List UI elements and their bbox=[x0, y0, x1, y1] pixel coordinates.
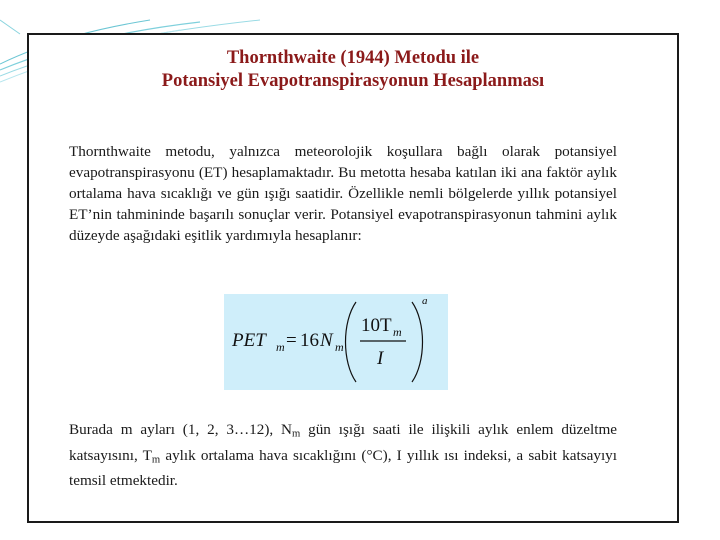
formula-numerator-sub: m bbox=[393, 325, 402, 339]
title-line-2: Potansiyel Evapotranspirasyonun Hesaplanması bbox=[161, 71, 545, 91]
formula-coefficient: 16 bbox=[300, 330, 319, 351]
definitions-part-2: gün ışığı saati ile ilişkili aylık enlem düzeltme katsayısını, T bbox=[69, 421, 618, 464]
slide-image-frame bbox=[27, 33, 679, 523]
formula-n-sub: m bbox=[335, 340, 344, 354]
formula-equals: = bbox=[286, 330, 297, 351]
formula-numerator: 10T bbox=[361, 315, 392, 336]
formula-lhs-sub: m bbox=[276, 340, 285, 354]
definitions-part-3: aylık ortalama hava sıcaklığını (°C), I yıllık ısı indeksi, a sabit katsayıyı temsil etmektedir. bbox=[69, 446, 617, 490]
formula-box bbox=[224, 294, 448, 390]
formula-denominator: I bbox=[377, 348, 384, 369]
title-line-1: Thornthwaite (1944) Metodu ile bbox=[226, 48, 480, 68]
intro-paragraph: Thornthwaite metodu, yalnızca meteorolojik koşullara bağlı olarak potansiyel evapotranspirasyonu (ET) hesaplamaktadır. Bu metotta hesaba katılan iki ana faktör aylık ortalama hava sıcaklığı ve gün ışığı saatidir. Özellikle nemli bölgelerde yıllık potansiyel ET’nin tahmininde başarılı sonuçlar verir. Potansiyel evapotranspirasyonun tahmini aylık düzeyde aşağıdaki eşitlik yardımıyla hesaplanır: bbox=[69, 143, 617, 244]
definitions-paragraph bbox=[69, 419, 617, 491]
pet-formula bbox=[224, 294, 448, 390]
formula-n: N bbox=[320, 330, 333, 351]
formula-lhs: PET bbox=[232, 330, 266, 351]
formula-exponent: a bbox=[422, 295, 428, 307]
definitions-part-1: Burada m ayları (1, 2, 3…12), N bbox=[69, 421, 292, 438]
definitions-sub-1: m bbox=[292, 428, 301, 440]
slide-title bbox=[29, 47, 677, 93]
definitions-sub-2: m bbox=[151, 454, 161, 466]
